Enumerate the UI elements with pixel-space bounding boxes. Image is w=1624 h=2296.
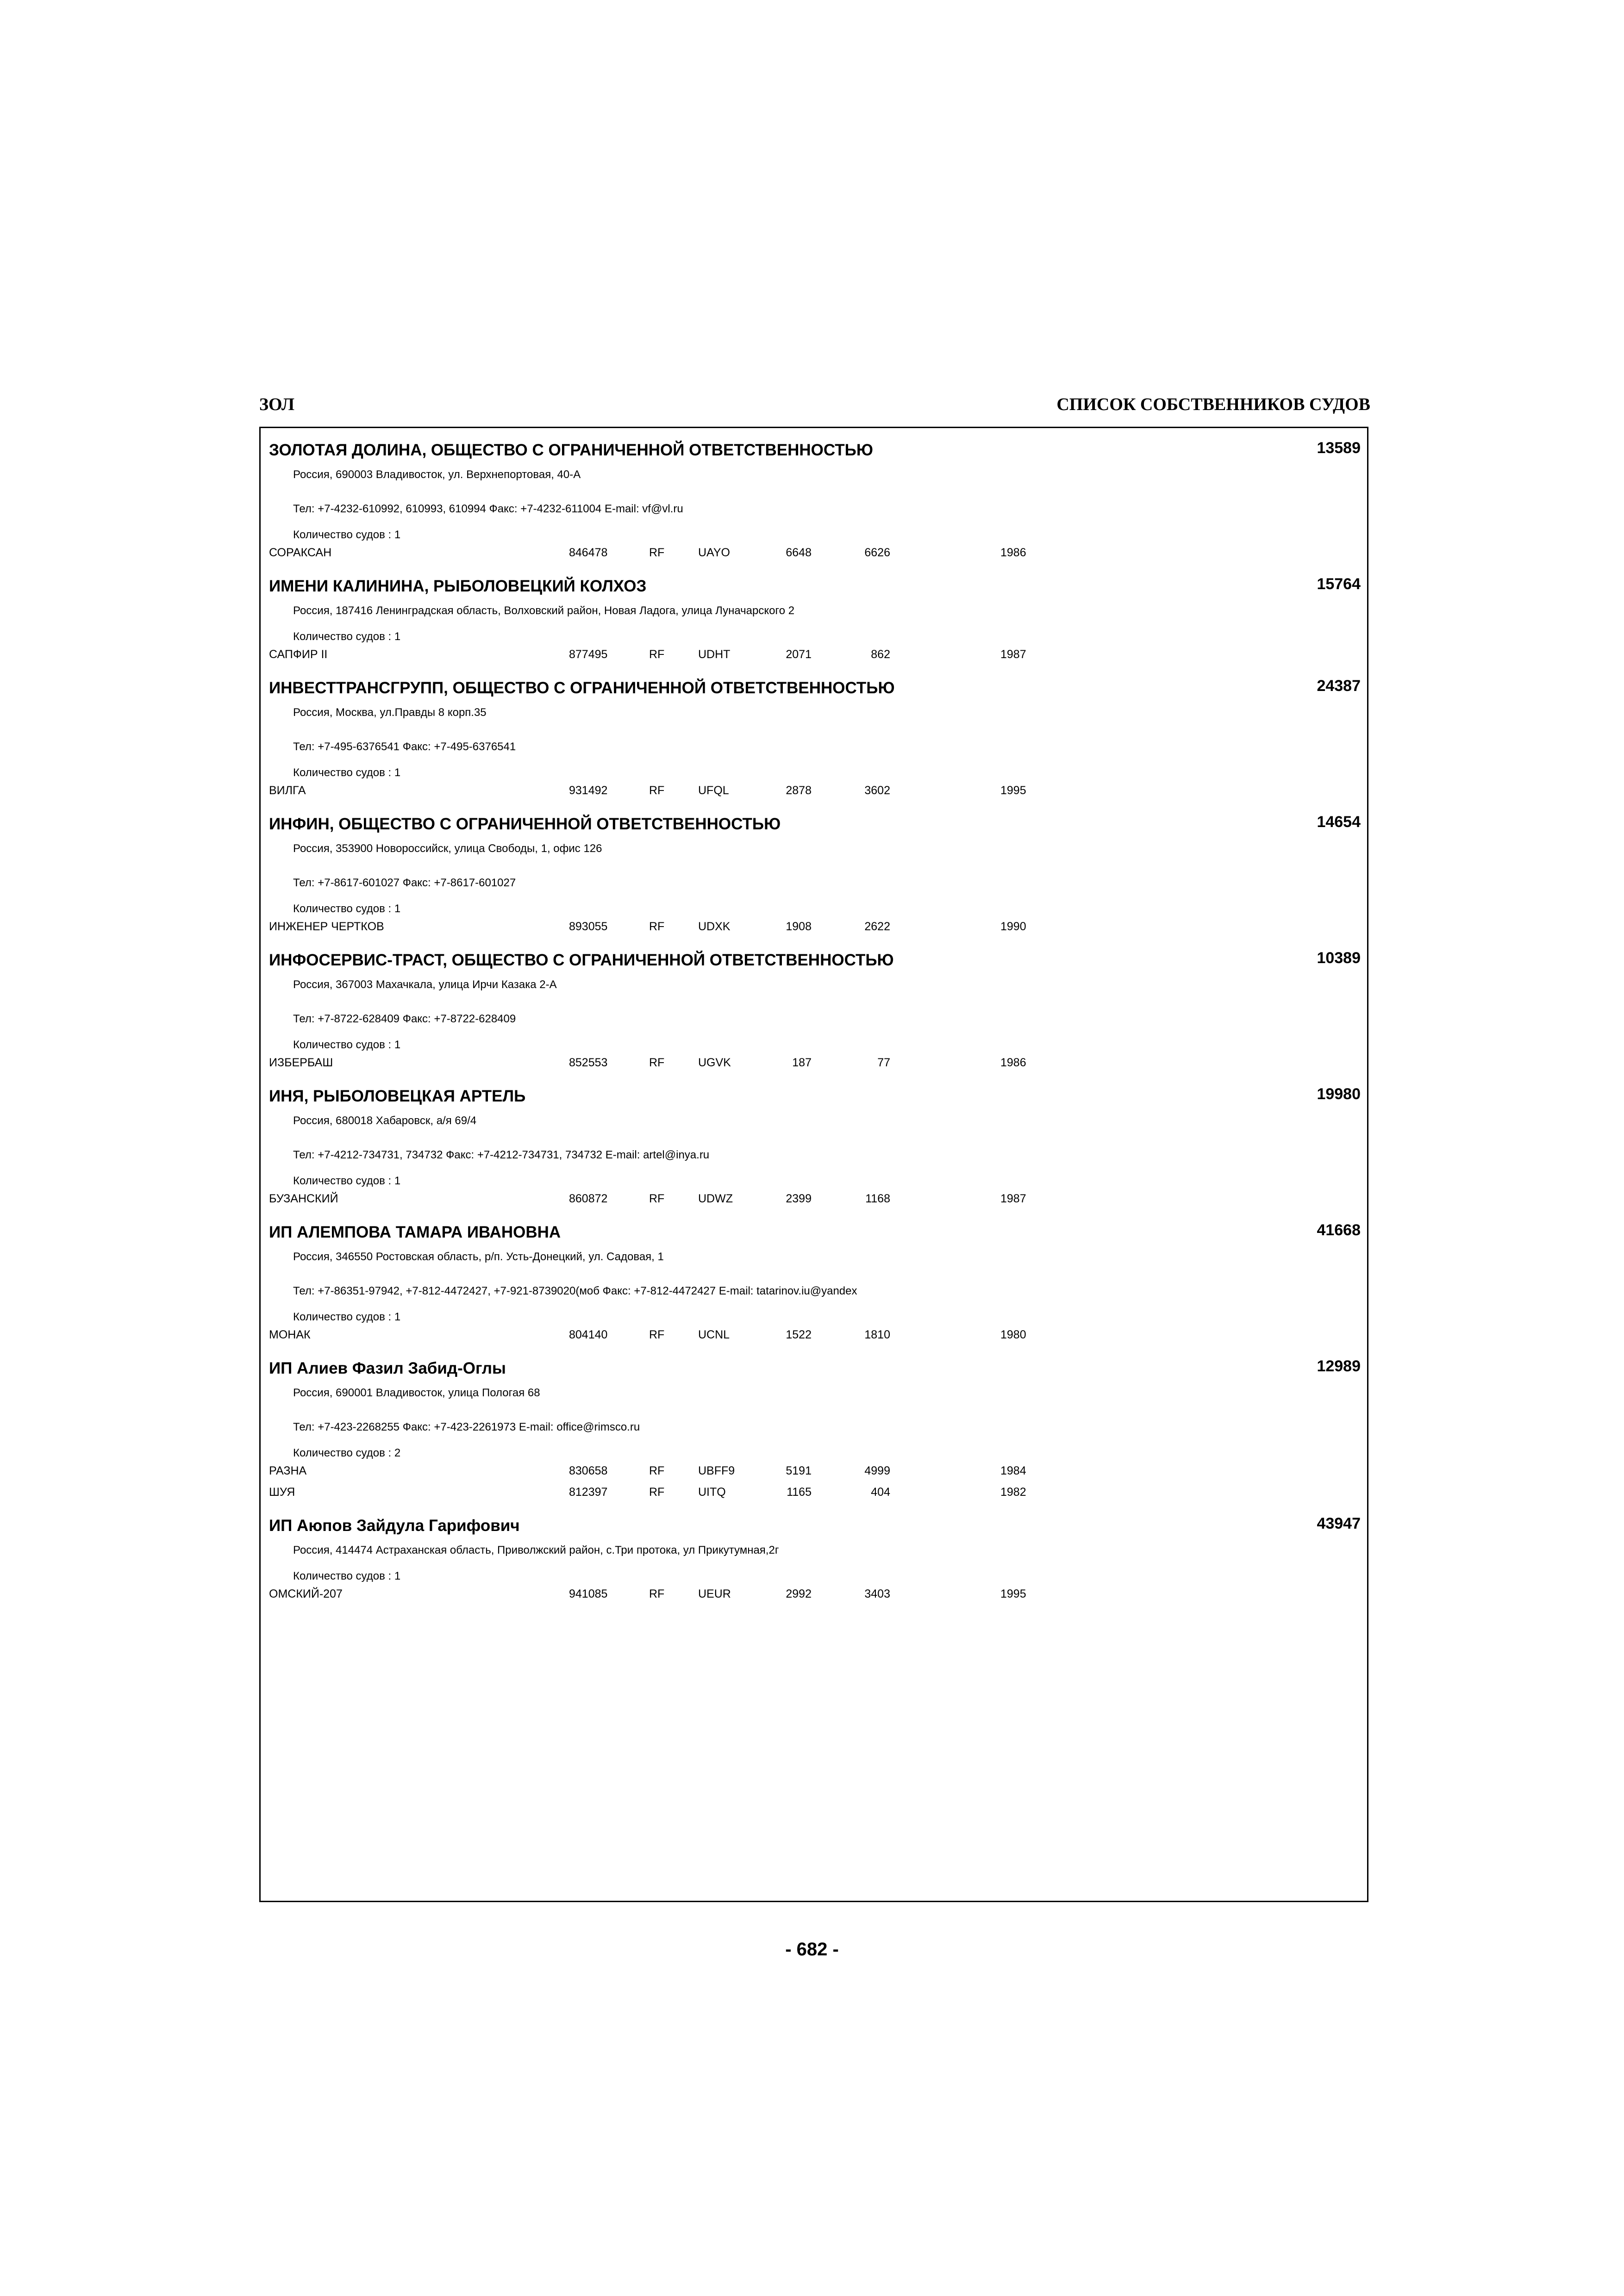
ship-call-sign: UITQ xyxy=(698,1486,726,1499)
owner-title-row xyxy=(261,1085,1367,1109)
ship-number: 893055 xyxy=(569,920,608,933)
ship-year: 1984 xyxy=(1000,1464,1026,1477)
owner-entry xyxy=(261,949,1367,1073)
ship-name: БУЗАНСКИЙ xyxy=(269,1192,338,1205)
ship-number: 941085 xyxy=(569,1587,608,1600)
ship-gross-tonnage: 2992 xyxy=(786,1587,812,1600)
ship-flag: RF xyxy=(649,1486,665,1499)
ship-row xyxy=(261,542,1367,563)
owner-list xyxy=(261,439,1367,1605)
owner-entry xyxy=(261,1515,1367,1605)
owner-title-row xyxy=(261,813,1367,837)
owner-code: 13589 xyxy=(1317,439,1361,457)
ship-call-sign: UAYO xyxy=(698,546,730,559)
ship-number: 877495 xyxy=(569,648,608,661)
ship-call-sign: UBFF9 xyxy=(698,1464,735,1477)
ship-flag: RF xyxy=(649,1056,665,1069)
running-header-left: ЗОЛ xyxy=(259,395,295,414)
ship-year: 1986 xyxy=(1000,1056,1026,1069)
ship-year: 1995 xyxy=(1000,1587,1026,1600)
ship-count: Количество судов : 1 xyxy=(293,630,401,643)
owner-name: ИМЕНИ КАЛИНИНА, РЫБОЛОВЕЦКИЙ КОЛХОЗ xyxy=(269,577,647,595)
owner-address: Россия, Москва, ул.Правды 8 корп.35 xyxy=(293,706,487,719)
ship-name: ШУЯ xyxy=(269,1486,295,1499)
owner-name: ИНФОСЕРВИС-ТРАСТ, ОБЩЕСТВО С ОГРАНИЧЕННОЙ ОТВЕТСТВЕННОСТЬЮ xyxy=(269,951,894,969)
owner-code: 41668 xyxy=(1317,1221,1361,1239)
ship-deadweight: 1168 xyxy=(865,1192,890,1205)
ship-gross-tonnage: 1165 xyxy=(787,1486,812,1499)
ship-name: РАЗНА xyxy=(269,1464,307,1477)
ship-deadweight: 1810 xyxy=(864,1328,890,1341)
registry-frame xyxy=(259,427,1368,1902)
ship-call-sign: UGVK xyxy=(698,1056,731,1069)
owner-code: 10389 xyxy=(1317,949,1361,967)
ship-call-sign: UCNL xyxy=(698,1328,730,1341)
owner-title-row xyxy=(261,677,1367,701)
owner-code: 14654 xyxy=(1317,813,1361,831)
owner-address: Россия, 690003 Владивосток, ул. Верхнепортовая, 40-А xyxy=(293,468,581,481)
ship-number: 852553 xyxy=(569,1056,608,1069)
ship-flag: RF xyxy=(649,784,665,797)
ship-deadweight: 3602 xyxy=(864,784,890,797)
ship-flag: RF xyxy=(649,546,665,559)
owner-code: 12989 xyxy=(1317,1357,1361,1375)
owner-title-row xyxy=(261,1357,1367,1381)
ship-gross-tonnage: 1522 xyxy=(786,1328,812,1341)
ship-number: 830658 xyxy=(569,1464,608,1477)
owner-contacts: Тел: +7-495-6376541 Факс: +7-495-6376541 xyxy=(293,740,516,753)
ship-deadweight: 77 xyxy=(877,1056,890,1069)
ship-count: Количество судов : 1 xyxy=(293,529,401,541)
owner-code: 19980 xyxy=(1317,1085,1361,1103)
page-number: - 682 - xyxy=(785,1939,839,1960)
ship-count: Количество судов : 1 xyxy=(293,1039,401,1051)
ship-row xyxy=(261,1052,1367,1073)
owner-address: Россия, 414474 Астраханская область, Приволжский район, с.Три протока, ул Прикутумная,2г xyxy=(293,1544,779,1556)
owner-title-row xyxy=(261,439,1367,463)
owner-entry xyxy=(261,1357,1367,1503)
owner-title-row xyxy=(261,1221,1367,1245)
owner-name: ИП АЛЕМПОВА ТАМАРА ИВАНОВНА xyxy=(269,1223,561,1241)
ship-call-sign: UDHT xyxy=(698,648,731,661)
ship-deadweight: 862 xyxy=(871,648,890,661)
ship-row xyxy=(261,1481,1367,1503)
owner-contacts: Тел: +7-86351-97942, +7-812-4472427, +7-921-8739020(моб Факс: +7-812-4472427 E-mail: tatarinov.iu@yandex xyxy=(293,1285,857,1297)
ship-year: 1987 xyxy=(1000,1192,1026,1205)
owner-name: ИНВЕСТТРАНСГРУПП, ОБЩЕСТВО С ОГРАНИЧЕННОЙ ОТВЕТСТВЕННОСТЬЮ xyxy=(269,679,895,697)
owner-name: ИП Алиев Фазил Забид-Оглы xyxy=(269,1359,506,1377)
ship-number: 931492 xyxy=(569,784,608,797)
owner-title-row xyxy=(261,1515,1367,1539)
ship-number: 846478 xyxy=(569,546,608,559)
ship-name: ВИЛГА xyxy=(269,784,306,797)
owner-entry xyxy=(261,1221,1367,1345)
owner-code: 43947 xyxy=(1317,1515,1361,1532)
ship-deadweight: 404 xyxy=(871,1486,890,1499)
ship-flag: RF xyxy=(649,1328,665,1341)
ship-count: Количество судов : 1 xyxy=(293,1570,401,1582)
owner-name: ЗОЛОТАЯ ДОЛИНА, ОБЩЕСТВО С ОГРАНИЧЕННОЙ ОТВЕТСТВЕННОСТЬЮ xyxy=(269,441,873,459)
ship-name: ИНЖЕНЕР ЧЕРТКОВ xyxy=(269,920,384,933)
ship-gross-tonnage: 6648 xyxy=(786,546,812,559)
ship-gross-tonnage: 1908 xyxy=(786,920,812,933)
running-header-right: СПИСОК СОБСТВЕННИКОВ СУДОВ xyxy=(1056,395,1370,414)
ship-row xyxy=(261,916,1367,937)
ship-call-sign: UDWZ xyxy=(698,1192,733,1205)
owner-contacts: Тел: +7-423-2268255 Факс: +7-423-2261973 E-mail: office@rimsco.ru xyxy=(293,1421,640,1433)
ship-count: Количество судов : 1 xyxy=(293,902,401,915)
owner-contacts: Тел: +7-4212-734731, 734732 Факс: +7-4212-734731, 734732 E-mail: artel@inya.ru xyxy=(293,1149,710,1161)
ship-count: Количество судов : 2 xyxy=(293,1447,401,1459)
ship-row xyxy=(261,1583,1367,1605)
owner-address: Россия, 346550 Ростовская область, р/п. Усть-Донецкий, ул. Садовая, 1 xyxy=(293,1251,664,1263)
ship-flag: RF xyxy=(649,1464,665,1477)
owner-address: Россия, 690001 Владивосток, улица Пологая 68 xyxy=(293,1387,540,1399)
ship-gross-tonnage: 2878 xyxy=(786,784,812,797)
ship-deadweight: 4999 xyxy=(864,1464,890,1477)
ship-name: ОМСКИЙ-207 xyxy=(269,1587,343,1600)
ship-year: 1986 xyxy=(1000,546,1026,559)
ship-number: 860872 xyxy=(569,1192,608,1205)
ship-name: ИЗБЕРБАШ xyxy=(269,1056,333,1069)
ship-call-sign: UEUR xyxy=(698,1587,731,1600)
ship-row xyxy=(261,644,1367,665)
ship-number: 804140 xyxy=(569,1328,608,1341)
owner-name: ИП Аюпов Зайдула Гарифович xyxy=(269,1517,520,1535)
ship-name: СОРАКСАН xyxy=(269,546,332,559)
ship-name: САПФИР II xyxy=(269,648,328,661)
owner-contacts: Тел: +7-8617-601027 Факс: +7-8617-601027 xyxy=(293,877,516,889)
ship-gross-tonnage: 2399 xyxy=(786,1192,812,1205)
ship-deadweight: 2622 xyxy=(864,920,890,933)
owner-name: ИНФИН, ОБЩЕСТВО С ОГРАНИЧЕННОЙ ОТВЕТСТВЕННОСТЬЮ xyxy=(269,815,781,833)
ship-flag: RF xyxy=(649,920,665,933)
owner-name: ИНЯ, РЫБОЛОВЕЦКАЯ АРТЕЛЬ xyxy=(269,1087,526,1105)
ship-deadweight: 3403 xyxy=(864,1587,890,1600)
ship-row xyxy=(261,1188,1367,1209)
owner-entry xyxy=(261,439,1367,563)
ship-flag: RF xyxy=(649,1192,665,1205)
ship-gross-tonnage: 2071 xyxy=(786,648,812,661)
ship-name: МОНАК xyxy=(269,1328,311,1341)
owner-contacts: Тел: +7-4232-610992, 610993, 610994 Факс: +7-4232-611004 E-mail: vf@vl.ru xyxy=(293,503,683,515)
ship-call-sign: UDXK xyxy=(698,920,731,933)
ship-flag: RF xyxy=(649,648,665,661)
owner-address: Россия, 187416 Ленинградская область, Волховский район, Новая Ладога, улица Луначарского 2 xyxy=(293,604,795,617)
ship-call-sign: UFQL xyxy=(698,784,729,797)
ship-year: 1987 xyxy=(1000,648,1026,661)
ship-count: Количество судов : 1 xyxy=(293,1311,401,1323)
owner-entry xyxy=(261,813,1367,937)
ship-gross-tonnage: 187 xyxy=(792,1056,812,1069)
ship-count: Количество судов : 1 xyxy=(293,766,401,779)
ship-row xyxy=(261,780,1367,801)
owner-code: 15764 xyxy=(1317,575,1361,593)
ship-count: Количество судов : 1 xyxy=(293,1175,401,1187)
ship-row xyxy=(261,1324,1367,1345)
ship-year: 1990 xyxy=(1000,920,1026,933)
ship-year: 1980 xyxy=(1000,1328,1026,1341)
ship-deadweight: 6626 xyxy=(864,546,890,559)
ship-year: 1995 xyxy=(1000,784,1026,797)
owner-contacts: Тел: +7-8722-628409 Факс: +7-8722-628409 xyxy=(293,1013,516,1025)
owner-address: Россия, 680018 Хабаровск, а/я 69/4 xyxy=(293,1114,477,1127)
ship-number: 812397 xyxy=(569,1486,608,1499)
owner-address: Россия, 367003 Махачкала, улица Ирчи Казака 2-А xyxy=(293,978,557,991)
owner-entry xyxy=(261,575,1367,665)
owner-title-row xyxy=(261,575,1367,599)
owner-code: 24387 xyxy=(1317,677,1361,695)
owner-entry xyxy=(261,1085,1367,1209)
owner-address: Россия, 353900 Новороссийск, улица Свободы, 1, офис 126 xyxy=(293,842,602,855)
ship-row xyxy=(261,1460,1367,1481)
owner-title-row xyxy=(261,949,1367,973)
ship-year: 1982 xyxy=(1000,1486,1026,1499)
ship-gross-tonnage: 5191 xyxy=(786,1464,812,1477)
owner-entry xyxy=(261,677,1367,801)
ship-flag: RF xyxy=(649,1587,665,1600)
